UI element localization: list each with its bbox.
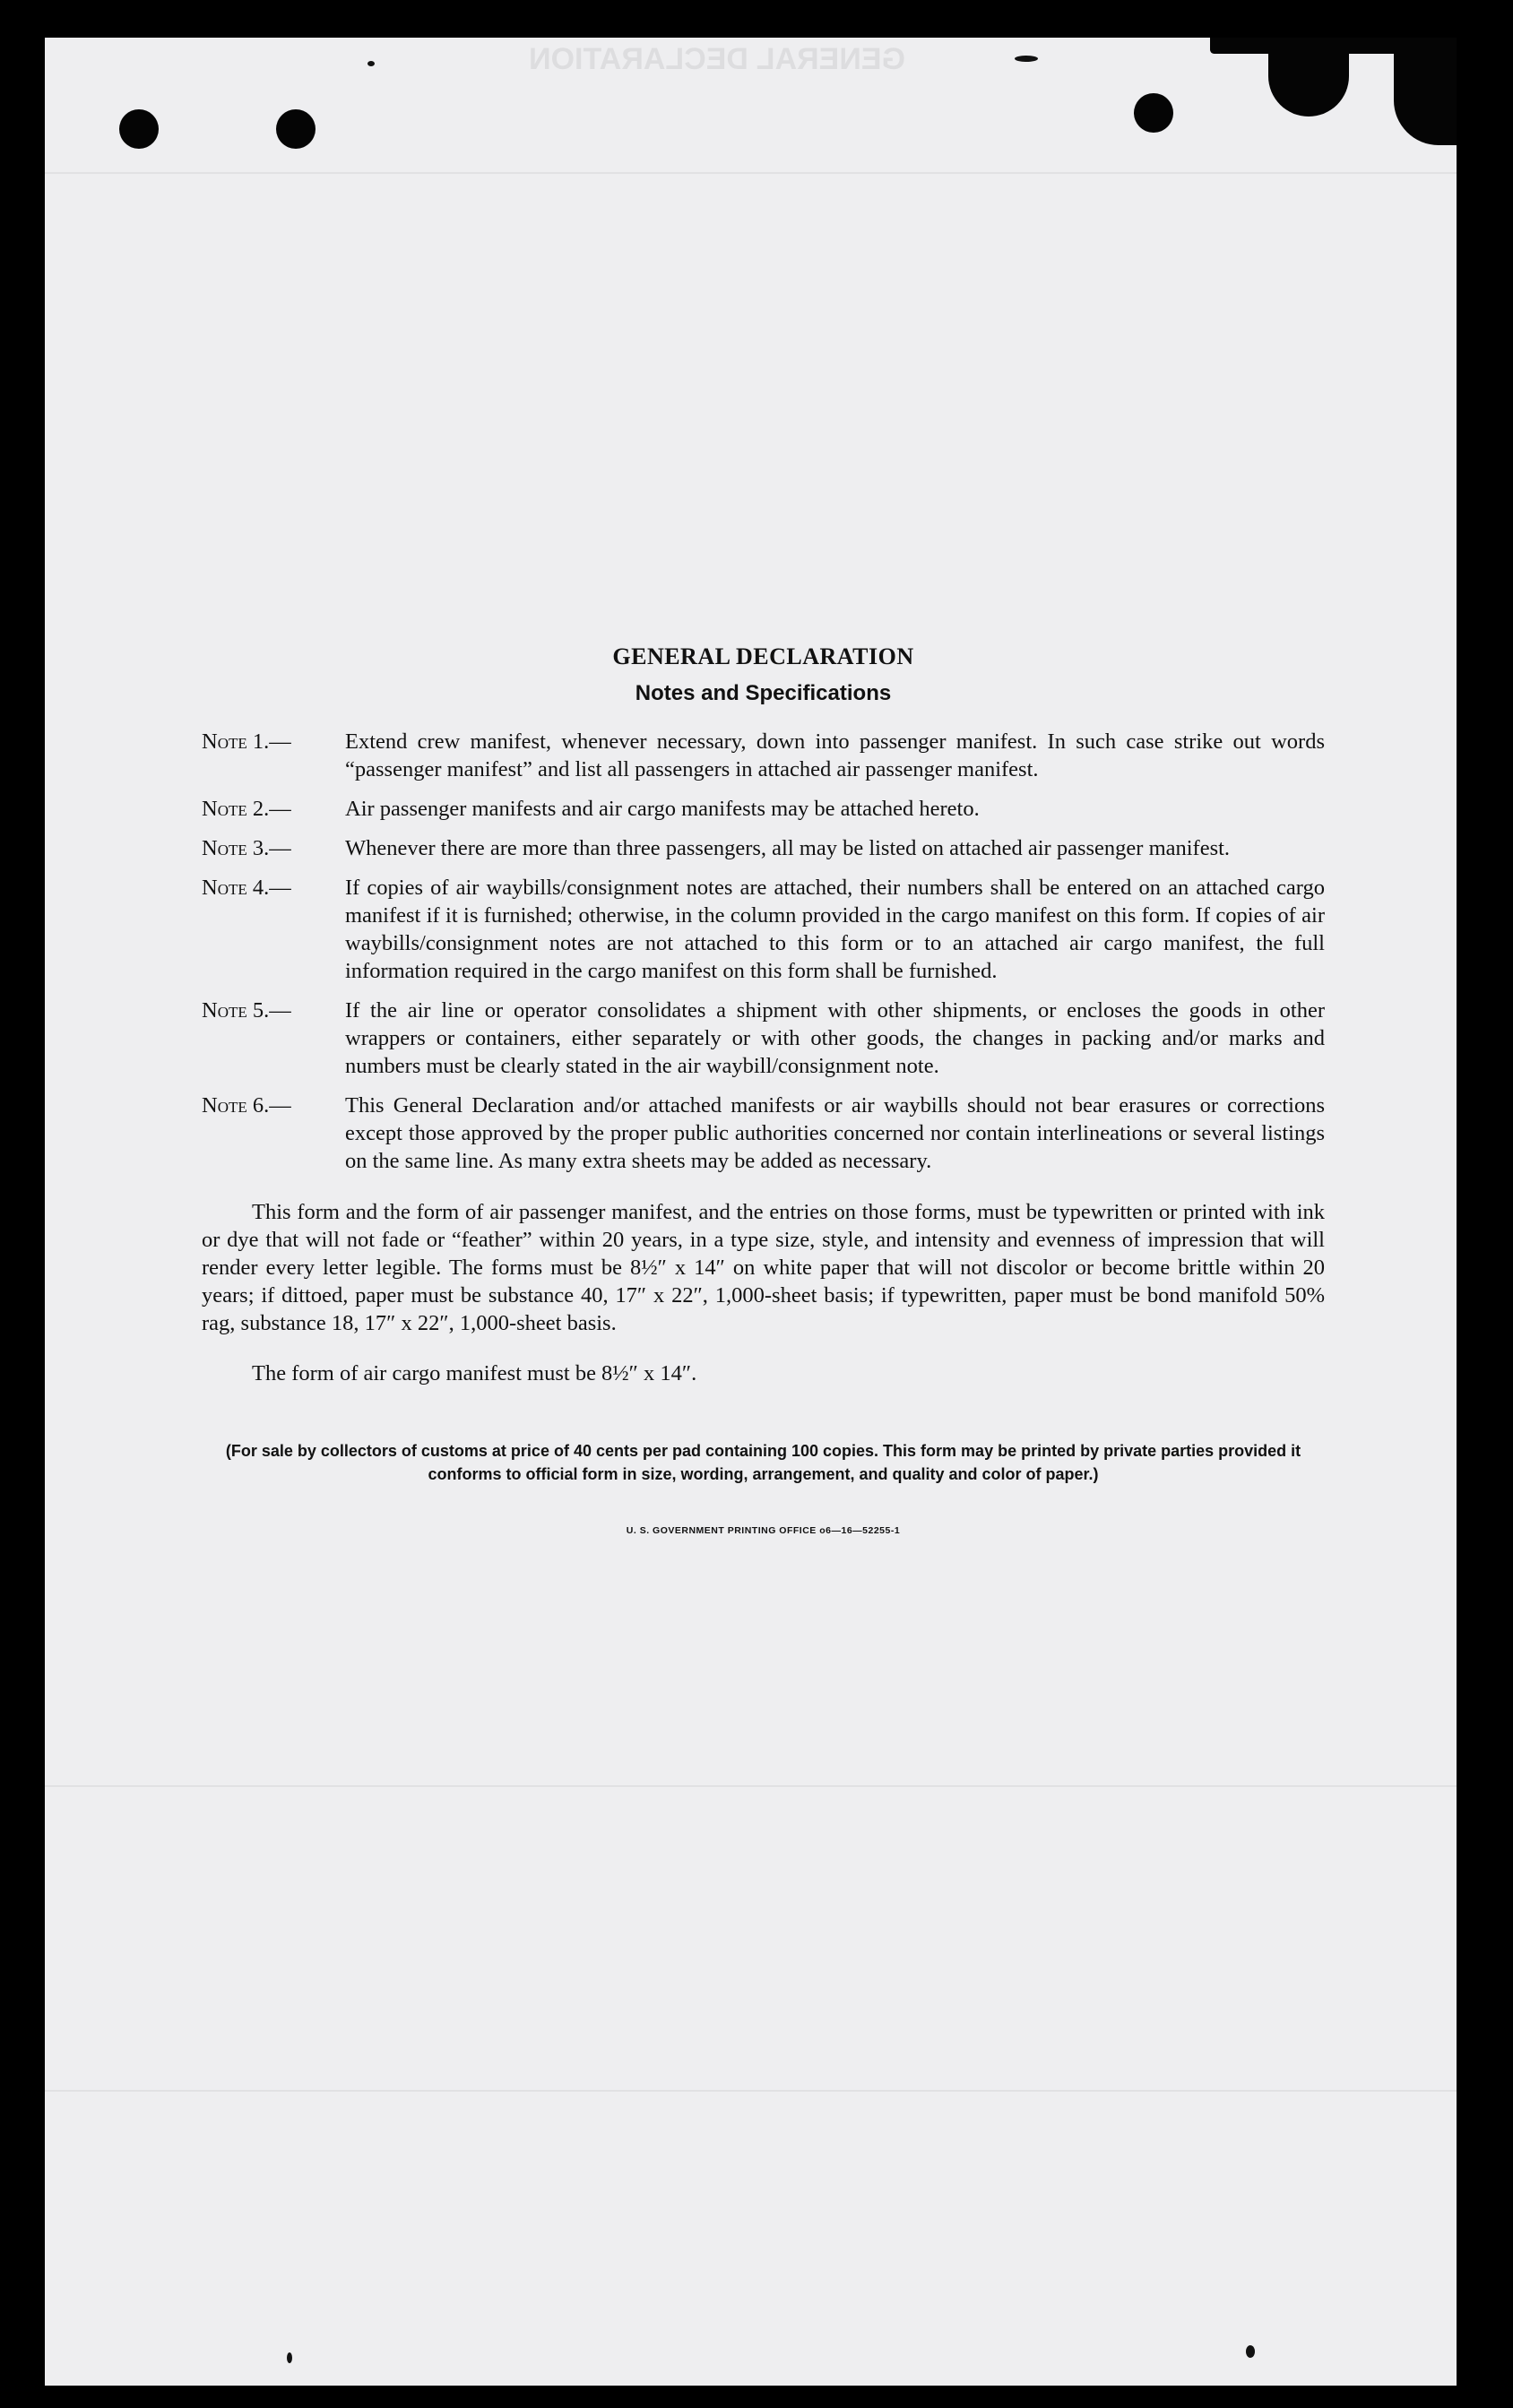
bleed-through-line [45, 172, 1457, 174]
note-text: If copies of air waybills/consignment notes are attached, their numbers shall be entered on an attached cargo manifest if it is furnished; otherwise, in the column provided in the cargo manifest on this form. If copies of air waybills/consignment notes are not attached to this form or to an attached air cargo manifest, the full information required in the cargo manifest on this form shall be furnished. [345, 876, 1325, 983]
punch-hole [1134, 93, 1173, 133]
note-1: Note 1.— Extend crew manifest, whenever necessary, down into passenger manifest. In such case strike out words “passenger manifest” and list all passengers in attached air passenger manifest. [202, 729, 1325, 781]
note-label: Note 6. [202, 1093, 270, 1118]
note-label: Note 3. [202, 836, 270, 860]
bleed-through-line [45, 2090, 1457, 2092]
note-6: Note 6.— This General Declaration and/or attached manifests or air waybills should not bear erasures or corrections except those approved by the proper public authorities concerned nor contain interlineations or several listings on the same line. As many extra sheets may be added as necessary. [202, 1093, 1325, 1173]
note-label: Note 1. [202, 729, 270, 754]
bleed-through-line [45, 1785, 1457, 1787]
bleed-through-text: GENERAL DECLARATION [529, 42, 905, 76]
ink-speck [287, 2352, 292, 2363]
note-4: Note 4.— If copies of air waybills/consignment notes are attached, their numbers shall be entered on an attached cargo manifest if it is furnished; otherwise, in the column provided in the cargo manifest on this form. If copies of air waybills/consignment notes are not attached to this form or to an attached air cargo manifest, the full information required in the cargo manifest on this form shall be furnished. [202, 876, 1325, 983]
ink-speck [1246, 2345, 1255, 2358]
cargo-manifest-size: The form of air cargo manifest must be 8½″ x 14″. [252, 1360, 697, 1385]
declaration-notes [202, 643, 1325, 1536]
torn-edge [1268, 54, 1349, 117]
note-text: Whenever there are more than three passengers, all may be listed on attached air passenger manifest. [345, 836, 1231, 860]
printer-imprint: U. S. GOVERNMENT PRINTING OFFICE o6—16—52255-1 [626, 1524, 901, 1536]
note-3: Note 3.— Whenever there are more than three passengers, all may be listed on attached air passenger manifest. [202, 836, 1231, 860]
ink-speck [367, 61, 375, 66]
sale-note: (For sale by collectors of customs at price of 40 cents per pad containing 100 copies. This form may be printed by private parties provided it conforms to official form in size, wording, arrangement, and quality and color of paper.) [225, 1441, 1301, 1483]
note-text: Extend crew manifest, whenever necessary, down into passenger manifest. In such case strike out words “passenger manifest” and list all passengers in attached air passenger manifest. [345, 729, 1325, 781]
paper-requirements-paragraph: This form and the form of air passenger manifest, and the entries on those forms, must be typewritten or printed with ink or dye that will not fade or “feather” within 20 years, in a type size, style, and intensity and evenness of impression that will render every letter legible. The forms must be 8½″ x 14″ on white paper that will not discolor or become brittle within 20 years; if dittoed, paper must be substance 40, 17″ x 22″, 1,000-sheet basis; if typewritten, paper must be bond manifold 50% rag, substance 18, 17″ x 22″, 1,000-sheet basis. [202, 1200, 1325, 1335]
note-text: If the air line or operator consolidates a shipment with other shipments, or encloses the goods in other wrappers or containers, either separately or with other goods, the changes in packing and/or marks and numbers must be clearly stated in the air waybill/consignment note. [345, 998, 1325, 1078]
note-text: Air passenger manifests and air cargo manifests may be attached hereto. [345, 797, 980, 821]
punch-hole [276, 109, 316, 149]
torn-edge [1394, 38, 1457, 145]
note-label: Note 5. [202, 998, 270, 1023]
note-2: Note 2.— Air passenger manifests and air cargo manifests may be attached hereto. [202, 797, 980, 821]
document-title: GENERAL DECLARATION [612, 643, 914, 669]
punch-hole [119, 109, 159, 149]
document-subtitle: Notes and Specifications [635, 681, 892, 705]
ink-speck [1015, 56, 1038, 62]
note-5: Note 5.— If the air line or operator consolidates a shipment with other shipments, or encloses the goods in other wrappers or containers, either separately or with other goods, the changes in packing and/or marks and numbers must be clearly stated in the air waybill/consignment note. [202, 998, 1325, 1078]
note-label: Note 4. [202, 876, 270, 900]
note-text: This General Declaration and/or attached manifests or air waybills should not bear erasures or corrections except those approved by the proper public authorities concerned nor contain interlineations or several listings on the same line. As many extra sheets may be added as necessary. [345, 1093, 1325, 1173]
note-label: Note 2. [202, 797, 270, 821]
